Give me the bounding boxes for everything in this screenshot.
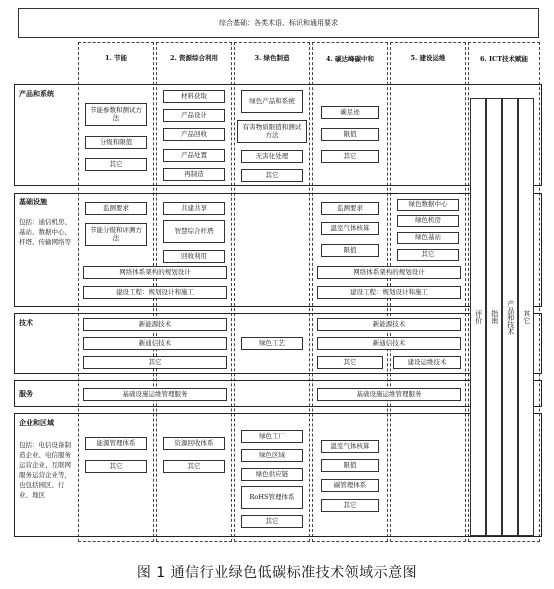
ict-bar-other-text: 其它: [522, 310, 531, 324]
ict-bar-evaluation-text: 评价: [474, 310, 483, 324]
box-ent-c1-other: 其它: [85, 460, 147, 473]
box-products-c3-other: 其它: [241, 169, 303, 182]
box-monitoring-req: 监测要求: [85, 202, 147, 215]
box-hazardous-limits: 有害物质限值和测试方法: [237, 120, 307, 143]
box-products-c4-limits: 限值: [321, 128, 379, 141]
row-label-infrastructure: 基础设施: [19, 197, 47, 206]
box-product-design: 产品设计: [163, 109, 225, 122]
box-green-supply-chain: 绿色供应链: [241, 468, 303, 481]
row-label-enterprise: 企业和区域: [19, 418, 54, 427]
box-ent-limits: 限值: [321, 459, 379, 472]
box-carbon-mgmt: 碳管理体系: [321, 479, 379, 492]
box-product-disposal: 产品处置: [163, 149, 225, 162]
box-smart-pole: 智慧综合杆塔: [163, 220, 225, 243]
ict-bar-guide-text: 指南: [490, 310, 499, 324]
box-co-construction: 共建共享: [163, 202, 225, 215]
box-green-datacenter: 绿色数据中心: [397, 199, 459, 211]
box-product-recycling: 产品回收: [163, 128, 225, 141]
box-material-acquisition: 材料获取: [163, 90, 225, 103]
top-title-box: [18, 8, 539, 38]
box-green-basestation: 绿色基站: [397, 232, 459, 244]
box-green-room: 绿色机房: [397, 215, 459, 227]
box-ent-c2-other: 其它: [163, 460, 225, 473]
box-ghg-accounting: 温室气体核算: [321, 222, 379, 235]
box-ops-tech: 建设运维技术: [393, 356, 461, 369]
box-rohs: RoHS管理体系: [241, 486, 303, 509]
box-tech-other-left: 其它: [83, 356, 227, 369]
box-remanufacture: 再制造: [163, 168, 225, 181]
ict-bar-guide: [486, 98, 502, 536]
box-green-process: 绿色工艺: [241, 337, 303, 350]
row-sub-enterprise: 包括：电信设备制造企业、电信服务运营企业、互联网服务运营企业等，也包括园区、行业、地区: [19, 441, 71, 500]
ict-bar-evaluation: [470, 98, 486, 536]
column-header-1: 1. 节能: [104, 53, 128, 62]
ict-bar-product-tech-text: 产品和技术: [506, 299, 515, 335]
box-new-energy-left: 新能源技术: [83, 318, 227, 331]
row-label-service: 服务: [19, 389, 33, 398]
row-sub-infrastructure: 包括：通信机房、基站、数据中心、杆塔、传输网络等: [19, 218, 71, 247]
box-new-comm-right: 新通信技术: [317, 337, 461, 350]
box-construction-right: 建设工程：规划设计和施工: [317, 286, 461, 299]
box-infra-c4-monitoring: 监测要求: [321, 202, 379, 215]
box-energy-params: 节能参数和测试方法: [85, 103, 147, 126]
box-energy-grading: 节能分级和评测方法: [85, 223, 147, 246]
top-title: 综合基础：各类术语、标识和通用要求: [219, 18, 338, 27]
row-label-technology: 技术: [19, 318, 33, 327]
box-products-c1-other: 其它: [85, 158, 147, 171]
box-network-planning-left: 网络体系架构的规划设计: [83, 266, 227, 279]
box-construction-left: 建设工程：规划设计和施工: [83, 286, 227, 299]
ict-bar-product-tech: [502, 98, 518, 536]
column-header-5: 5. 建设运维: [410, 53, 446, 62]
box-recycle-use: 回收利用: [163, 250, 225, 263]
box-green-products: 绿色产品和系统: [241, 90, 303, 113]
box-energy-mgmt: 能源管理体系: [85, 437, 147, 450]
ict-bar-other: [518, 98, 534, 536]
box-new-comm-left: 新通信技术: [83, 337, 227, 350]
box-ent-c4-other: 其它: [321, 499, 379, 512]
figure-caption: 图 1 通信行业绿色低碳标准技术领域示意图: [136, 565, 418, 581]
box-ops-service-right: 基础设施运维管理服务: [317, 388, 461, 401]
column-header-6: 6. ICT技术赋能: [479, 54, 529, 63]
column-header-2: 2. 资源综合利用: [169, 53, 219, 62]
box-ent-c3-other: 其它: [241, 515, 303, 528]
box-new-energy-right: 新能源技术: [317, 318, 461, 331]
box-carbon-footprint: 碳足迹: [321, 106, 379, 119]
box-network-planning-right: 网络体系架构的规划设计: [317, 266, 461, 279]
box-products-c4-other: 其它: [321, 150, 379, 163]
box-harmless-treatment: 无害化处理: [241, 150, 303, 163]
box-green-region: 绿色区域: [241, 449, 303, 462]
box-green-factory: 绿色工厂: [241, 430, 303, 443]
box-infra-c5-other: 其它: [397, 249, 459, 261]
box-infra-c4-limits: 限值: [321, 244, 379, 257]
box-ops-service-left: 基础设施运维管理服务: [83, 388, 227, 401]
column-header-4: 4. 碳达峰碳中和: [325, 54, 375, 63]
box-resource-recycling: 资源回收体系: [163, 437, 225, 450]
column-header-3: 3. 绿色制造: [254, 53, 290, 62]
box-tech-other-right: 其它: [317, 356, 383, 369]
row-label-products: 产品和系统: [19, 89, 54, 98]
box-grading-limits: 分级和限值: [85, 136, 147, 149]
box-ent-ghg: 温室气体核算: [321, 440, 379, 453]
